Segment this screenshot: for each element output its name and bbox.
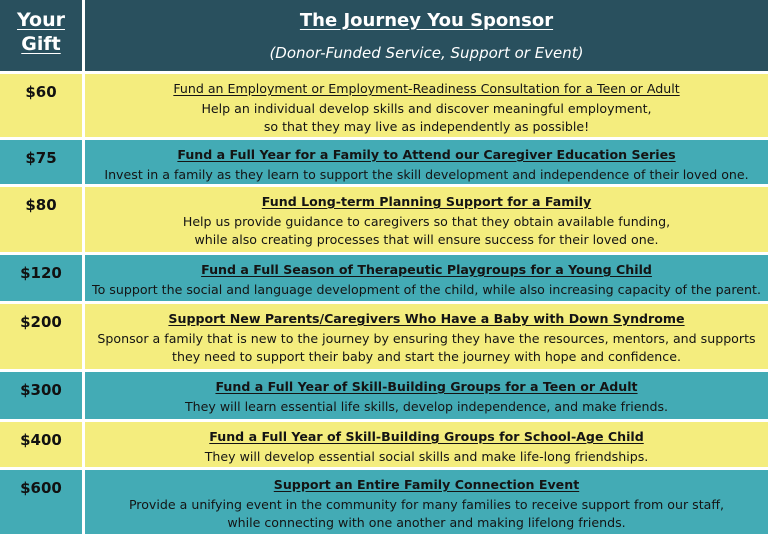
table-row (0, 140, 768, 184)
journey-detail-line1: Invest in a family as they learn to support the skill development and independence of their loved one. (104, 167, 749, 182)
journey-detail-line2: while also creating processes that will ensure success for their loved one. (194, 232, 659, 247)
table-row (0, 255, 768, 301)
gift-amount: $80 (0, 187, 82, 252)
journey-title: Fund an Employment or Employment-Readiness Consultation for a Teen or Adult (173, 81, 680, 96)
journey-description (85, 255, 768, 301)
journey-description (85, 140, 768, 184)
journey-detail-line1: They will learn essential life skills, develop independence, and make friends. (184, 399, 669, 414)
table-row (0, 187, 768, 252)
gift-amount: $75 (0, 140, 82, 184)
header-gift-cell (0, 0, 82, 71)
table-row (0, 372, 768, 419)
gift-amount: $120 (0, 255, 82, 301)
journey-description (85, 74, 768, 137)
table-row (0, 74, 768, 137)
journey-detail-line1: Help us provide guidance to caregivers so that they obtain available funding, (182, 214, 671, 229)
journey-description (85, 187, 768, 252)
header-journey-cell (85, 0, 768, 71)
header-gift-line1: Your (17, 9, 65, 31)
journey-title: Fund a Full Year of Skill-Building Groups for a Teen or Adult (215, 379, 638, 394)
journey-detail-line1: Help an individual develop skills and discover meaningful employment, (201, 101, 652, 116)
table-row (0, 304, 768, 369)
table-row (0, 470, 768, 534)
table-subtitle: (Donor-Funded Service, Support or Event) (269, 44, 584, 62)
journey-detail-line1: To support the social and language development of the child, while also increasing capacity of the parent. (92, 282, 761, 297)
gift-amount: $300 (0, 372, 82, 419)
gift-amount: $200 (0, 304, 82, 369)
journey-description (85, 372, 768, 419)
journey-description (85, 304, 768, 369)
table-title: The Journey You Sponsor (299, 10, 554, 31)
journey-title: Support New Parents/Caregivers Who Have a Baby with Down Syndrome (168, 311, 685, 326)
journey-detail-line2: while connecting with one another and making lifelong friends. (227, 515, 626, 530)
gift-amount: $60 (0, 74, 82, 137)
journey-title: Fund a Full Season of Therapeutic Playgroups for a Young Child (201, 262, 652, 277)
journey-title: Fund a Full Year of Skill-Building Groups for School-Age Child (209, 429, 644, 444)
journey-description (85, 470, 768, 534)
journey-detail-line1: Provide a unifying event in the community for many families to receive support from our staff, (128, 497, 725, 512)
journey-title: Support an Entire Family Connection Event (273, 477, 580, 492)
journey-title: Fund Long-term Planning Support for a Family (261, 194, 592, 209)
table-row (0, 422, 768, 467)
journey-detail-line2: they need to support their baby and start the journey with hope and confidence. (172, 349, 681, 364)
journey-detail-line2: so that they may live as independently as possible! (263, 119, 590, 134)
journey-detail-line1: Sponsor a family that is new to the journey by ensuring they have the resources, mentors, and supports (97, 331, 756, 346)
gift-amount: $600 (0, 470, 82, 534)
header-gift-line2: Gift (21, 33, 61, 55)
journey-detail-line1: They will develop essential social skills and make life-long friendships. (204, 449, 649, 464)
journey-description (85, 422, 768, 467)
gift-amount: $400 (0, 422, 82, 467)
journey-title: Fund a Full Year for a Family to Attend our Caregiver Education Series (177, 147, 676, 162)
